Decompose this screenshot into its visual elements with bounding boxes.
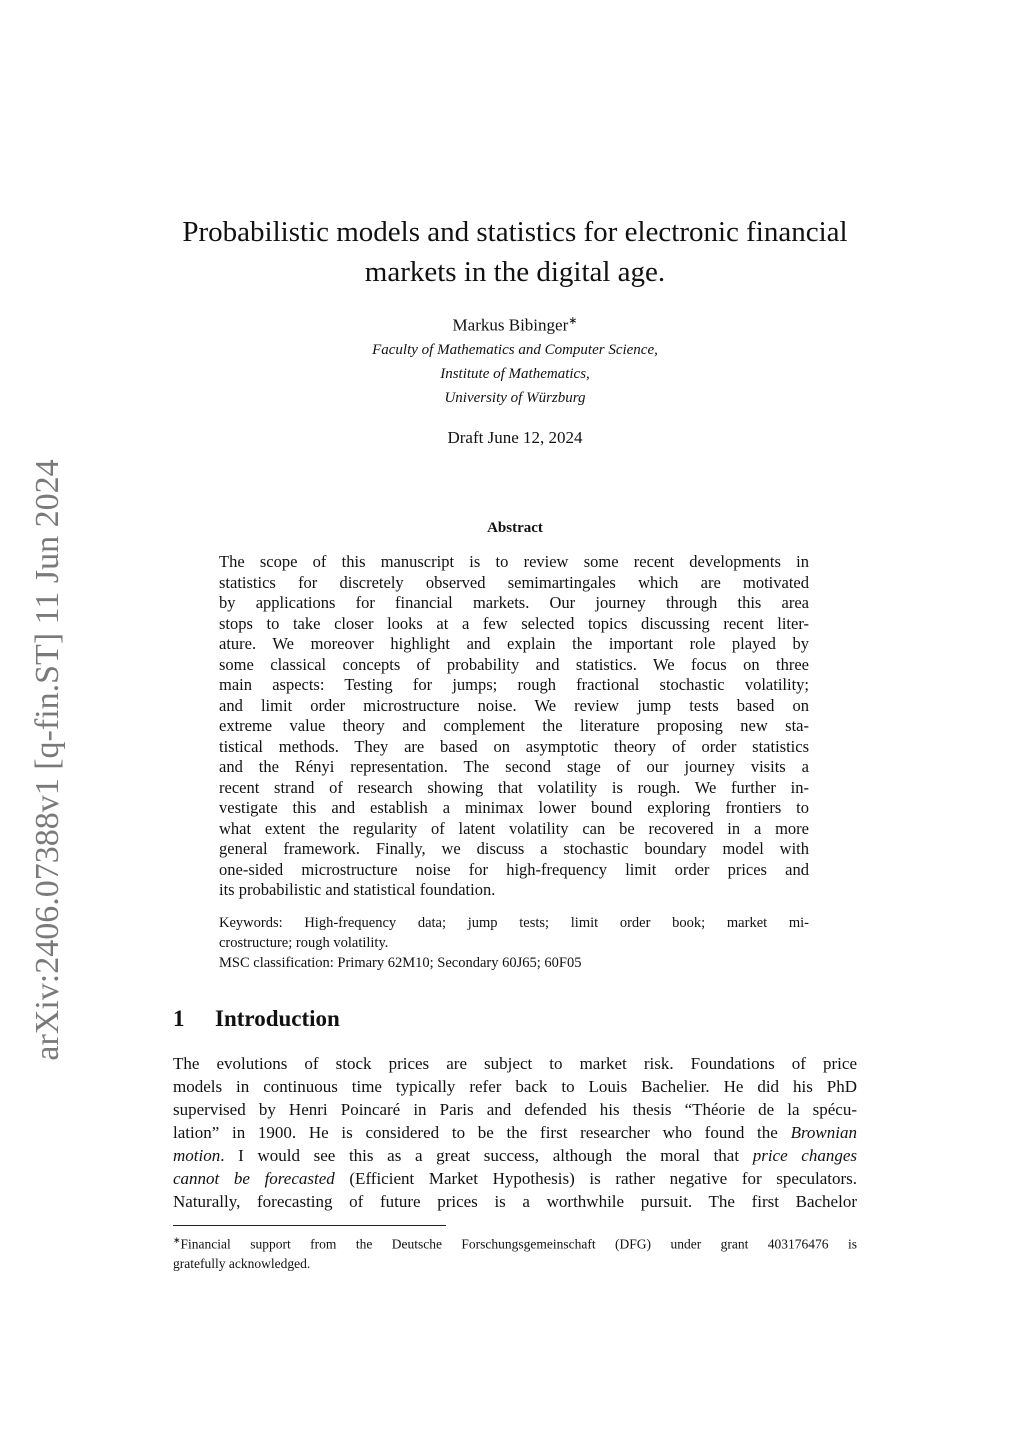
section-title: Introduction xyxy=(215,1006,340,1031)
section-number: 1 xyxy=(173,1006,185,1031)
arxiv-identifier: arXiv:2406.07388v1 [q-fin.ST] 11 Jun 2024 xyxy=(29,459,66,1061)
arxiv-side-stamp xyxy=(18,445,78,1075)
paragraph-line: supervised by Henri Poincaré in Paris and defended his thesis “Théorie de la spécu- xyxy=(173,1100,857,1119)
keywords-line: Keywords: High-frequency data; jump tests; limit order book; market mi- xyxy=(219,915,809,931)
text-run: lation” in 1900. He is considered to be the first researcher who found the xyxy=(173,1123,791,1142)
abstract-line: The scope of this manuscript is to review some recent developments in xyxy=(219,552,809,571)
footnote-rule xyxy=(173,1225,446,1226)
emphasis-brownian: Brownian xyxy=(790,1123,857,1142)
paragraph-line xyxy=(173,1144,857,1167)
footnote-line: gratefully acknowledged. xyxy=(173,1255,311,1271)
msc-classification: MSC classification: Primary 62M10; Secondary 60J65; 60F05 xyxy=(219,955,582,971)
footnote xyxy=(173,1231,857,1273)
draft-date: Draft June 12, 2024 xyxy=(447,428,583,447)
paragraph-line xyxy=(173,1121,857,1144)
paragraph-line: Naturally, forecasting of future prices is a worthwhile pursuit. The first Bachelor xyxy=(173,1192,857,1211)
abstract-line: what extent the regularity of latent volatility can be recovered in a more xyxy=(219,818,809,838)
emphasis-price-changes: price changes xyxy=(752,1146,858,1165)
abstract-line: ature. We moreover highlight and explain the important role played by xyxy=(219,634,809,653)
author xyxy=(150,314,880,336)
abstract-line: stops to take closer looks at a few selected topics discussing recent liter- xyxy=(219,613,809,633)
affiliation-faculty: Faculty of Mathematics and Computer Science, xyxy=(372,342,658,358)
footnote-line xyxy=(173,1231,857,1254)
keywords-line: crostructure; rough volatility. xyxy=(219,935,389,951)
abstract-line: general framework. Finally, we discuss a stochastic boundary model with xyxy=(219,839,809,858)
emphasis-motion: motion xyxy=(173,1146,221,1165)
abstract-line: its probabilistic and statistical foundation. xyxy=(219,880,496,899)
paragraph-line: The evolutions of stock prices are subject to market risk. Foundations of price xyxy=(173,1054,857,1073)
abstract-line: and the Rényi representation. The second stage of our journey visits a xyxy=(219,757,809,776)
footnote-text: Financial support from the Deutsche Forschungsgemeinschaft (DFG) under grant 403176476 is xyxy=(180,1236,857,1252)
title-line-1: Probabilistic models and statistics for electronic financial xyxy=(182,216,848,248)
abstract-line: recent strand of research showing that volatility is rough. We further in- xyxy=(219,777,809,797)
introduction-paragraph xyxy=(173,1052,857,1213)
text-run: . I would see this as a great success, although the moral that xyxy=(220,1146,753,1165)
abstract-line: vestigate this and establish a minimax lower bound exploring frontiers to xyxy=(219,798,809,817)
paragraph-line: models in continuous time typically refer back to Louis Bachelier. He did his PhD xyxy=(173,1077,857,1096)
affiliation-institute: Institute of Mathematics, xyxy=(440,366,590,382)
abstract-line: tistical methods. They are based on asymptotic theory of order statistics xyxy=(219,736,809,756)
author-name: Markus Bibinger xyxy=(452,315,569,335)
title-line-2: markets in the digital age. xyxy=(364,256,666,288)
affiliation-university: University of Würzburg xyxy=(444,390,586,406)
abstract xyxy=(219,552,809,901)
abstract-line: main aspects: Testing for jumps; rough fractional stochastic volatility; xyxy=(219,675,809,694)
abstract-line: one-sided microstructure noise for high-frequency limit order prices and xyxy=(219,859,809,879)
abstract-line: statistics for discretely observed semimartingales which are motivated xyxy=(219,572,809,592)
abstract-heading: Abstract xyxy=(487,520,543,536)
paragraph-line xyxy=(173,1167,857,1190)
abstract-line: some classical concepts of probability and statistics. We focus on three xyxy=(219,654,809,674)
abstract-line: and limit order microstructure noise. We review jump tests based on xyxy=(219,695,809,715)
abstract-line: extreme value theory and complement the literature proposing new sta- xyxy=(219,716,809,735)
abstract-line: by applications for financial markets. Our journey through this area xyxy=(219,593,809,612)
keywords-block xyxy=(219,913,809,973)
author-footnote-mark: ∗ xyxy=(568,315,578,327)
text-run: (Efficient Market Hypothesis) is rather negative for speculators. xyxy=(334,1169,857,1188)
section-heading xyxy=(173,1006,340,1032)
paper-title xyxy=(150,212,880,292)
footnote-mark: ∗ xyxy=(173,1235,181,1245)
emphasis-cannot-be-forecasted: cannot be forecasted xyxy=(173,1169,335,1188)
